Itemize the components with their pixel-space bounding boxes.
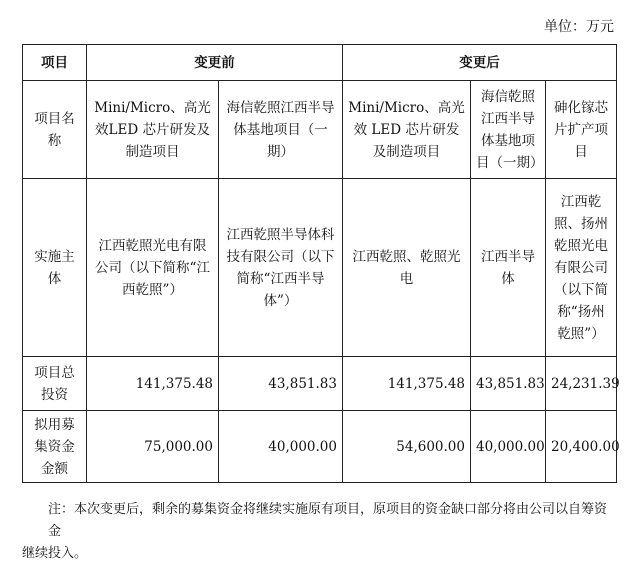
row-label-project-name: 项目名称 bbox=[23, 81, 87, 179]
cell-after-2-project: 海信乾照江西半导体基地项目（一期） bbox=[471, 81, 546, 179]
header-row bbox=[23, 45, 617, 81]
cell-after-3-project: 砷化镓芯片扩产项目 bbox=[546, 81, 617, 179]
cell-before-1-investment: 141,375.48 bbox=[87, 357, 219, 411]
footnote-line-2: 继续投入。 bbox=[22, 546, 88, 561]
cell-after-2-investment: 43,851.83 bbox=[471, 357, 546, 411]
header-before: 变更前 bbox=[87, 45, 343, 81]
cell-after-3-investment: 24,231.39 bbox=[546, 357, 617, 411]
cell-after-1-implementer: 江西乾照、乾照光电 bbox=[343, 179, 471, 357]
table-row-raised-funds bbox=[23, 411, 617, 483]
row-label-raised-funds: 拟用募集资金金额 bbox=[23, 411, 87, 483]
row-label-total-investment: 项目总投资 bbox=[23, 357, 87, 411]
cell-after-3-implementer: 江西乾照、扬州乾照光电有限公司（以下简称“扬州乾照”） bbox=[546, 179, 617, 357]
cell-after-2-implementer: 江西半导体 bbox=[471, 179, 546, 357]
cell-before-2-funds: 40,000.00 bbox=[219, 411, 343, 483]
cell-before-2-implementer: 江西乾照半导体科技有限公司（以下简称“江西半导体”） bbox=[219, 179, 343, 357]
header-after: 变更后 bbox=[343, 45, 617, 81]
footnote bbox=[22, 499, 616, 565]
cell-before-2-project: 海信乾照江西半导体基地项目（一期） bbox=[219, 81, 343, 179]
table-row-total-investment bbox=[23, 357, 617, 411]
unit-label: 单位：万元 bbox=[544, 19, 614, 35]
cell-before-2-investment: 43,851.83 bbox=[219, 357, 343, 411]
table-row-project-name bbox=[23, 81, 617, 179]
cell-after-1-project: Mini/Micro、高光效 LED 芯片研发及制造项目 bbox=[343, 81, 471, 179]
cell-after-2-funds: 40,000.00 bbox=[471, 411, 546, 483]
cell-before-1-funds: 75,000.00 bbox=[87, 411, 219, 483]
fund-change-table bbox=[22, 44, 620, 483]
row-label-implementer: 实施主体 bbox=[23, 179, 87, 357]
cell-after-3-funds: 20,400.00 bbox=[546, 411, 617, 483]
cell-before-1-project: Mini/Micro、高光效LED 芯片研发及制造项目 bbox=[87, 81, 219, 179]
cell-before-1-implementer: 江西乾照光电有限公司（以下简称“江西乾照”） bbox=[87, 179, 219, 357]
cell-after-1-investment: 141,375.48 bbox=[343, 357, 471, 411]
table-row-implementer bbox=[23, 179, 617, 357]
cell-after-1-funds: 54,600.00 bbox=[343, 411, 471, 483]
header-item: 项目 bbox=[23, 45, 87, 81]
footnote-line-1: 注：本次变更后，剩余的募集资金将继续实施原有项目，原项目的资金缺口部分将由公司以自筹资金 bbox=[48, 502, 608, 539]
